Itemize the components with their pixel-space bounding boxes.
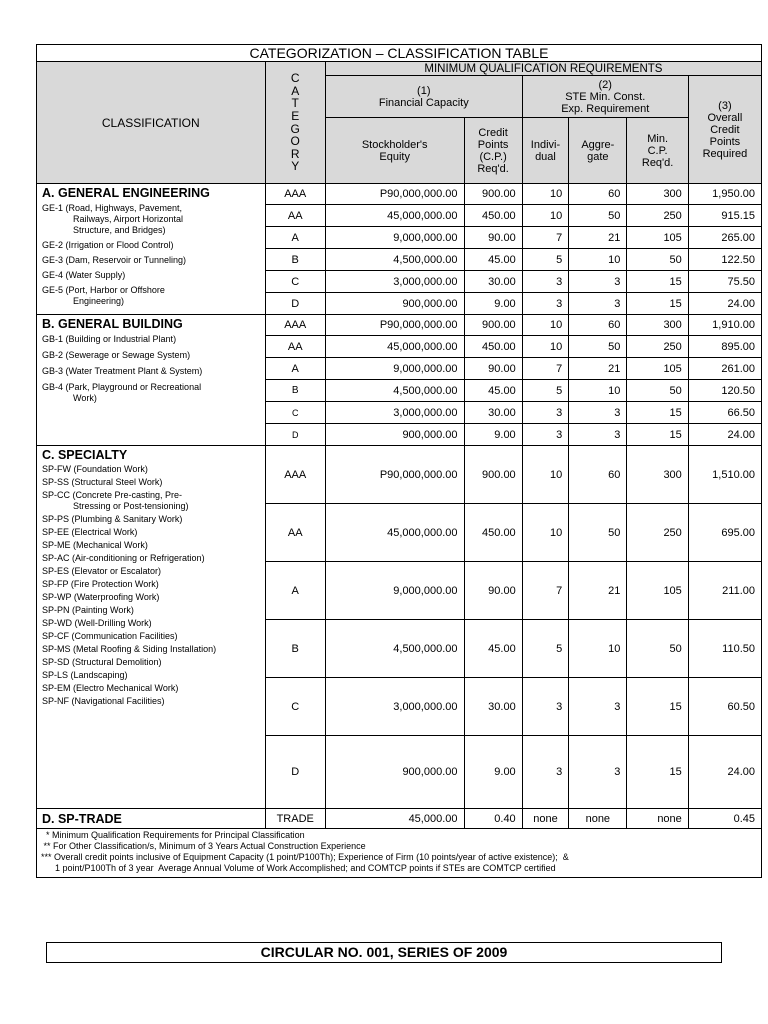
indiv-label-2: dual — [535, 150, 556, 163]
classification-item-line: GE-5 (Port, Harbor or Offshore — [42, 285, 165, 295]
equity-cell: 3,000,000.00 — [325, 678, 464, 736]
aggregate-cell: 3 — [569, 424, 627, 446]
cp-label-2: Points — [477, 138, 509, 151]
credit-points-cell: 30.00 — [464, 678, 522, 736]
classification-item-line: SP-SD (Structural Demolition) — [42, 657, 162, 667]
credit-points-cell: 0.40 — [464, 809, 522, 829]
cp-label-4: Req'd. — [477, 162, 509, 175]
category-cell: C — [265, 271, 325, 293]
overall-cell: 265.00 — [688, 227, 761, 249]
classification-item-line: GB-4 (Park, Playground or Recreational — [42, 382, 202, 392]
classification-item — [37, 683, 265, 694]
classification-item-line: Engineering) — [73, 296, 125, 306]
classification-item-line: SP-CC (Concrete Pre-casting, Pre- — [42, 490, 183, 500]
individual-cell: 3 — [522, 736, 569, 809]
category-letter: R — [290, 146, 300, 161]
individual-cell: 3 — [522, 424, 569, 446]
individual-cell: 5 — [522, 249, 569, 271]
indiv-label-1: Indivi- — [530, 138, 561, 151]
min-cp-cell: 105 — [627, 227, 688, 249]
aggr-label-2: gate — [587, 150, 609, 163]
category-cell: B — [265, 620, 325, 678]
min-cp-cell: 15 — [627, 424, 688, 446]
min-cp-cell: 50 — [627, 620, 688, 678]
classification-item — [37, 477, 265, 488]
individual-cell: 10 — [522, 184, 569, 205]
section-title: A. GENERAL ENGINEERING — [42, 186, 210, 200]
classification-item-line: Work) — [73, 393, 97, 403]
min-cp-cell: 250 — [627, 336, 688, 358]
equity-cell: 9,000,000.00 — [325, 227, 464, 249]
min-cp-cell: 15 — [627, 736, 688, 809]
mincp-label-3: Req'd. — [641, 156, 674, 169]
overall-cell: 1,910.00 — [688, 315, 761, 336]
min-qual-header: MINIMUM QUALIFICATION REQUIREMENTS — [325, 62, 761, 76]
classification-item — [37, 553, 265, 564]
category-cell: A — [265, 358, 325, 380]
mincp-label-1: Min. — [647, 132, 668, 145]
table-row — [37, 809, 762, 829]
table-title: CATEGORIZATION – CLASSIFICATION TABLE — [37, 45, 762, 62]
overall-cell: 122.50 — [688, 249, 761, 271]
footnote: *** Overall credit points inclusive of Equipment Capacity (1 point/P100Th); Experience of Firm (10 points/year of active existence); & — [41, 852, 569, 862]
individual-cell: 5 — [522, 620, 569, 678]
financial-capacity-header — [325, 76, 522, 118]
classification-item-line: SP-NF (Navigational Facilities) — [42, 696, 165, 706]
category-cell: AA — [265, 504, 325, 562]
overall-cell: 1,950.00 — [688, 184, 761, 205]
classification-item — [37, 255, 265, 266]
classification-item — [37, 203, 265, 236]
category-cell: AA — [265, 336, 325, 358]
overall-cell: 261.00 — [688, 358, 761, 380]
classification-item — [37, 540, 265, 551]
equity-cell: 900,000.00 — [325, 424, 464, 446]
category-cell: TRADE — [265, 809, 325, 829]
individual-cell: 7 — [522, 358, 569, 380]
classification-item-line: SP-AC (Air-conditioning or Refrigeration) — [42, 553, 205, 563]
classification-item-line: SP-ES (Elevator or Escalator) — [42, 566, 162, 576]
category-cell: C — [265, 402, 325, 424]
individual-cell: 10 — [522, 205, 569, 227]
classification-item — [37, 657, 265, 668]
credit-points-cell: 45.00 — [464, 380, 522, 402]
individual-cell: none — [522, 809, 569, 829]
classification-item-line: SP-FW (Foundation Work) — [42, 464, 148, 474]
classification-item-line: GB-2 (Sewerage or Sewage System) — [42, 350, 191, 360]
classification-item-line: SP-MS (Metal Roofing & Siding Installation) — [42, 644, 217, 654]
classification-item-line: SP-LS (Landscaping) — [42, 670, 128, 680]
classification-item-line: SP-WD (Well-Drilling Work) — [42, 618, 152, 628]
ste-header — [522, 76, 688, 118]
footnote: 1 point/P100Th of 3 year Average Annual Volume of Work Accomplished; and COMTCP points if STEs are COMTCP certified — [55, 863, 556, 873]
classification-item — [37, 240, 265, 251]
aggregate-cell: 10 — [569, 620, 627, 678]
category-cell: D — [265, 424, 325, 446]
classification-header: CLASSIFICATION — [37, 62, 266, 184]
classification-item-line: SP-CF (Communication Facilities) — [42, 631, 178, 641]
classification-item-line: Railways, Airport Horizontal — [73, 214, 184, 224]
classification-item-line: SP-SS (Structural Steel Work) — [42, 477, 163, 487]
min-cp-cell: none — [627, 809, 688, 829]
overall-label-4: Required — [702, 147, 748, 160]
classification-item — [37, 670, 265, 681]
equity-cell: 9,000,000.00 — [325, 562, 464, 620]
min-cp-cell: 250 — [627, 205, 688, 227]
category-letter: G — [290, 121, 300, 136]
individual-cell: 10 — [522, 504, 569, 562]
classification-item — [37, 514, 265, 525]
aggregate-cell: 60 — [569, 446, 627, 504]
section-classification-cell — [37, 184, 266, 315]
classification-item — [37, 490, 265, 512]
min-cp-cell: 300 — [627, 446, 688, 504]
overall-cell: 24.00 — [688, 736, 761, 809]
category-letter: O — [290, 134, 300, 149]
category-cell: B — [265, 380, 325, 402]
equity-cell: 4,500,000.00 — [325, 380, 464, 402]
overall-cell: 0.45 — [688, 809, 761, 829]
category-cell: B — [265, 249, 325, 271]
aggregate-cell: 3 — [569, 736, 627, 809]
individual-cell: 3 — [522, 402, 569, 424]
classification-item — [37, 566, 265, 577]
category-cell: C — [265, 678, 325, 736]
classification-item-line: SP-EE (Electrical Work) — [42, 527, 138, 537]
equity-cell: P90,000,000.00 — [325, 315, 464, 336]
footnote: ** For Other Classification/s, Minimum of 3 Years Actual Construction Experience — [41, 841, 366, 851]
classification-item — [37, 334, 265, 345]
overall-num: (3) — [718, 99, 732, 112]
aggregate-cell: 3 — [569, 293, 627, 315]
aggregate-cell: none — [569, 809, 627, 829]
aggr-label-1: Aggre- — [581, 138, 615, 151]
credit-points-cell: 9.00 — [464, 293, 522, 315]
classification-item-line: SP-WP (Waterproofing Work) — [42, 592, 160, 602]
individual-cell: 3 — [522, 293, 569, 315]
category-header — [265, 62, 325, 184]
classification-item — [37, 464, 265, 475]
credit-points-cell: 900.00 — [464, 184, 522, 205]
classification-item-line: GB-3 (Water Treatment Plant & System) — [42, 366, 203, 376]
aggregate-cell: 21 — [569, 562, 627, 620]
aggregate-cell: 21 — [569, 358, 627, 380]
overall-cell: 895.00 — [688, 336, 761, 358]
individual-cell: 10 — [522, 315, 569, 336]
classification-table — [36, 44, 762, 878]
individual-cell: 5 — [522, 380, 569, 402]
equity-cell: P90,000,000.00 — [325, 184, 464, 205]
overall-cell: 60.50 — [688, 678, 761, 736]
credit-points-cell: 30.00 — [464, 402, 522, 424]
classification-item-line: GE-4 (Water Supply) — [42, 270, 126, 280]
section-classification-cell — [37, 446, 266, 809]
classification-item-line: SP-FP (Fire Protection Work) — [42, 579, 159, 589]
min-cp-cell: 15 — [627, 678, 688, 736]
min-cp-cell: 15 — [627, 293, 688, 315]
classification-item — [37, 696, 265, 707]
equity-cell: 900,000.00 — [325, 736, 464, 809]
category-letter: A — [291, 83, 300, 98]
aggregate-cell: 21 — [569, 227, 627, 249]
equity-cell: P90,000,000.00 — [325, 446, 464, 504]
min-cp-cell: 300 — [627, 315, 688, 336]
category-cell: AA — [265, 205, 325, 227]
footnote: * Minimum Qualification Requirements for Principal Classification — [41, 830, 305, 840]
aggregate-cell: 50 — [569, 336, 627, 358]
individual-cell: 10 — [522, 336, 569, 358]
section-classification-cell — [37, 315, 266, 446]
equity-cell: 900,000.00 — [325, 293, 464, 315]
aggregate-header — [569, 118, 627, 184]
classification-item — [37, 382, 265, 404]
aggregate-cell: 10 — [569, 249, 627, 271]
credit-points-cell: 90.00 — [464, 227, 522, 249]
category-cell: A — [265, 227, 325, 249]
category-letter: E — [291, 108, 300, 123]
min-cp-cell: 15 — [627, 402, 688, 424]
classification-item — [37, 605, 265, 616]
category-letter: T — [291, 96, 299, 111]
classification-item — [37, 527, 265, 538]
equity-cell: 45,000,000.00 — [325, 205, 464, 227]
overall-label-3: Points — [709, 135, 741, 148]
min-cp-cell: 300 — [627, 184, 688, 205]
individual-header — [522, 118, 569, 184]
classification-item — [37, 350, 265, 361]
aggregate-cell: 3 — [569, 271, 627, 293]
overall-cell: 24.00 — [688, 293, 761, 315]
ste-label-2: Exp. Requirement — [561, 102, 650, 115]
table-body — [37, 184, 762, 878]
fin-label: Financial Capacity — [378, 96, 469, 109]
cp-label-1: Credit — [478, 126, 508, 139]
overall-label-2: Credit — [710, 123, 740, 136]
section-title: D. SP-TRADE — [42, 812, 122, 826]
classification-item — [37, 270, 265, 281]
classification-item-line: Stressing or Post-tensioning) — [73, 501, 189, 511]
classification-item-line: SP-PS (Plumbing & Sanitary Work) — [42, 514, 183, 524]
classification-item — [37, 579, 265, 590]
category-cell: AAA — [265, 446, 325, 504]
equity-cell: 45,000,000.00 — [325, 336, 464, 358]
credit-points-cell: 450.00 — [464, 205, 522, 227]
overall-cell: 1,510.00 — [688, 446, 761, 504]
section-title: C. SPECIALTY — [42, 448, 128, 462]
category-cell: D — [265, 293, 325, 315]
overall-cell: 120.50 — [688, 380, 761, 402]
overall-cell: 695.00 — [688, 504, 761, 562]
individual-cell: 3 — [522, 678, 569, 736]
classification-item — [37, 366, 265, 377]
mincp-label-2: C.P. — [647, 144, 668, 157]
credit-points-cell: 90.00 — [464, 358, 522, 380]
min-cp-cell: 50 — [627, 380, 688, 402]
overall-cell: 110.50 — [688, 620, 761, 678]
classification-table-page — [36, 44, 762, 878]
aggregate-cell: 10 — [569, 380, 627, 402]
classification-item-line: GE-1 (Road, Highways, Pavement, — [42, 203, 183, 213]
overall-cell: 24.00 — [688, 424, 761, 446]
equity-cell: 45,000.00 — [325, 809, 464, 829]
category-letter: C — [290, 71, 300, 86]
section-title: B. GENERAL BUILDING — [42, 317, 183, 331]
aggregate-cell: 3 — [569, 402, 627, 424]
classification-item-line: GE-3 (Dam, Reservoir or Tunneling) — [42, 255, 187, 265]
overall-cell: 211.00 — [688, 562, 761, 620]
credit-points-cell: 90.00 — [464, 562, 522, 620]
equity-label-1: Stockholder's — [361, 138, 428, 151]
individual-cell: 3 — [522, 271, 569, 293]
classification-item-line: SP-EM (Electro Mechanical Work) — [42, 683, 179, 693]
min-cp-header — [627, 118, 688, 184]
overall-cell: 915.15 — [688, 205, 761, 227]
notes-cell — [37, 829, 762, 878]
notes-row — [37, 829, 762, 878]
fin-num: (1) — [417, 84, 431, 97]
overall-header — [688, 76, 761, 184]
classification-item — [37, 285, 265, 307]
aggregate-cell: 60 — [569, 184, 627, 205]
equity-cell: 45,000,000.00 — [325, 504, 464, 562]
overall-label-1: Overall — [707, 111, 743, 124]
equity-cell: 4,500,000.00 — [325, 249, 464, 271]
credit-points-cell: 450.00 — [464, 336, 522, 358]
category-cell: A — [265, 562, 325, 620]
individual-cell: 7 — [522, 562, 569, 620]
section-classification-cell — [37, 809, 266, 829]
classification-item-line: SP-ME (Mechanical Work) — [42, 540, 148, 550]
credit-points-cell: 30.00 — [464, 271, 522, 293]
min-cp-cell: 250 — [627, 504, 688, 562]
classification-item-line: GE-2 (Irrigation or Flood Control) — [42, 240, 174, 250]
circular-number: CIRCULAR NO. 001, SERIES OF 2009 — [46, 942, 722, 963]
ste-label-1: STE Min. Const. — [565, 90, 646, 103]
credit-points-cell: 45.00 — [464, 249, 522, 271]
credit-points-cell: 9.00 — [464, 736, 522, 809]
credit-points-header — [464, 118, 522, 184]
credit-points-cell: 450.00 — [464, 504, 522, 562]
individual-cell: 10 — [522, 446, 569, 504]
category-cell: AAA — [265, 184, 325, 205]
ste-num: (2) — [598, 78, 612, 91]
category-cell: D — [265, 736, 325, 809]
equity-cell: 3,000,000.00 — [325, 402, 464, 424]
table-row — [37, 446, 762, 504]
aggregate-cell: 50 — [569, 205, 627, 227]
credit-points-cell: 900.00 — [464, 446, 522, 504]
aggregate-cell: 3 — [569, 678, 627, 736]
classification-item-line: SP-PN (Painting Work) — [42, 605, 134, 615]
cp-label-3: (C.P.) — [479, 150, 507, 163]
min-cp-cell: 50 — [627, 249, 688, 271]
min-cp-cell: 105 — [627, 358, 688, 380]
equity-header — [325, 118, 464, 184]
credit-points-cell: 45.00 — [464, 620, 522, 678]
credit-points-cell: 900.00 — [464, 315, 522, 336]
overall-cell: 75.50 — [688, 271, 761, 293]
equity-cell: 9,000,000.00 — [325, 358, 464, 380]
equity-cell: 3,000,000.00 — [325, 271, 464, 293]
classification-item-line: Structure, and Bridges) — [73, 225, 166, 235]
aggregate-cell: 50 — [569, 504, 627, 562]
classification-item — [37, 631, 265, 642]
aggregate-cell: 60 — [569, 315, 627, 336]
overall-cell: 66.50 — [688, 402, 761, 424]
classification-item — [37, 618, 265, 629]
table-row — [37, 184, 762, 205]
table-row — [37, 315, 762, 336]
classification-item — [37, 592, 265, 603]
classification-item — [37, 644, 265, 655]
category-cell: AAA — [265, 315, 325, 336]
equity-cell: 4,500,000.00 — [325, 620, 464, 678]
category-letter: Y — [291, 159, 300, 174]
individual-cell: 7 — [522, 227, 569, 249]
min-cp-cell: 105 — [627, 562, 688, 620]
min-cp-cell: 15 — [627, 271, 688, 293]
equity-label-2: Equity — [379, 150, 410, 163]
credit-points-cell: 9.00 — [464, 424, 522, 446]
classification-item-line: GB-1 (Building or Industrial Plant) — [42, 334, 177, 344]
